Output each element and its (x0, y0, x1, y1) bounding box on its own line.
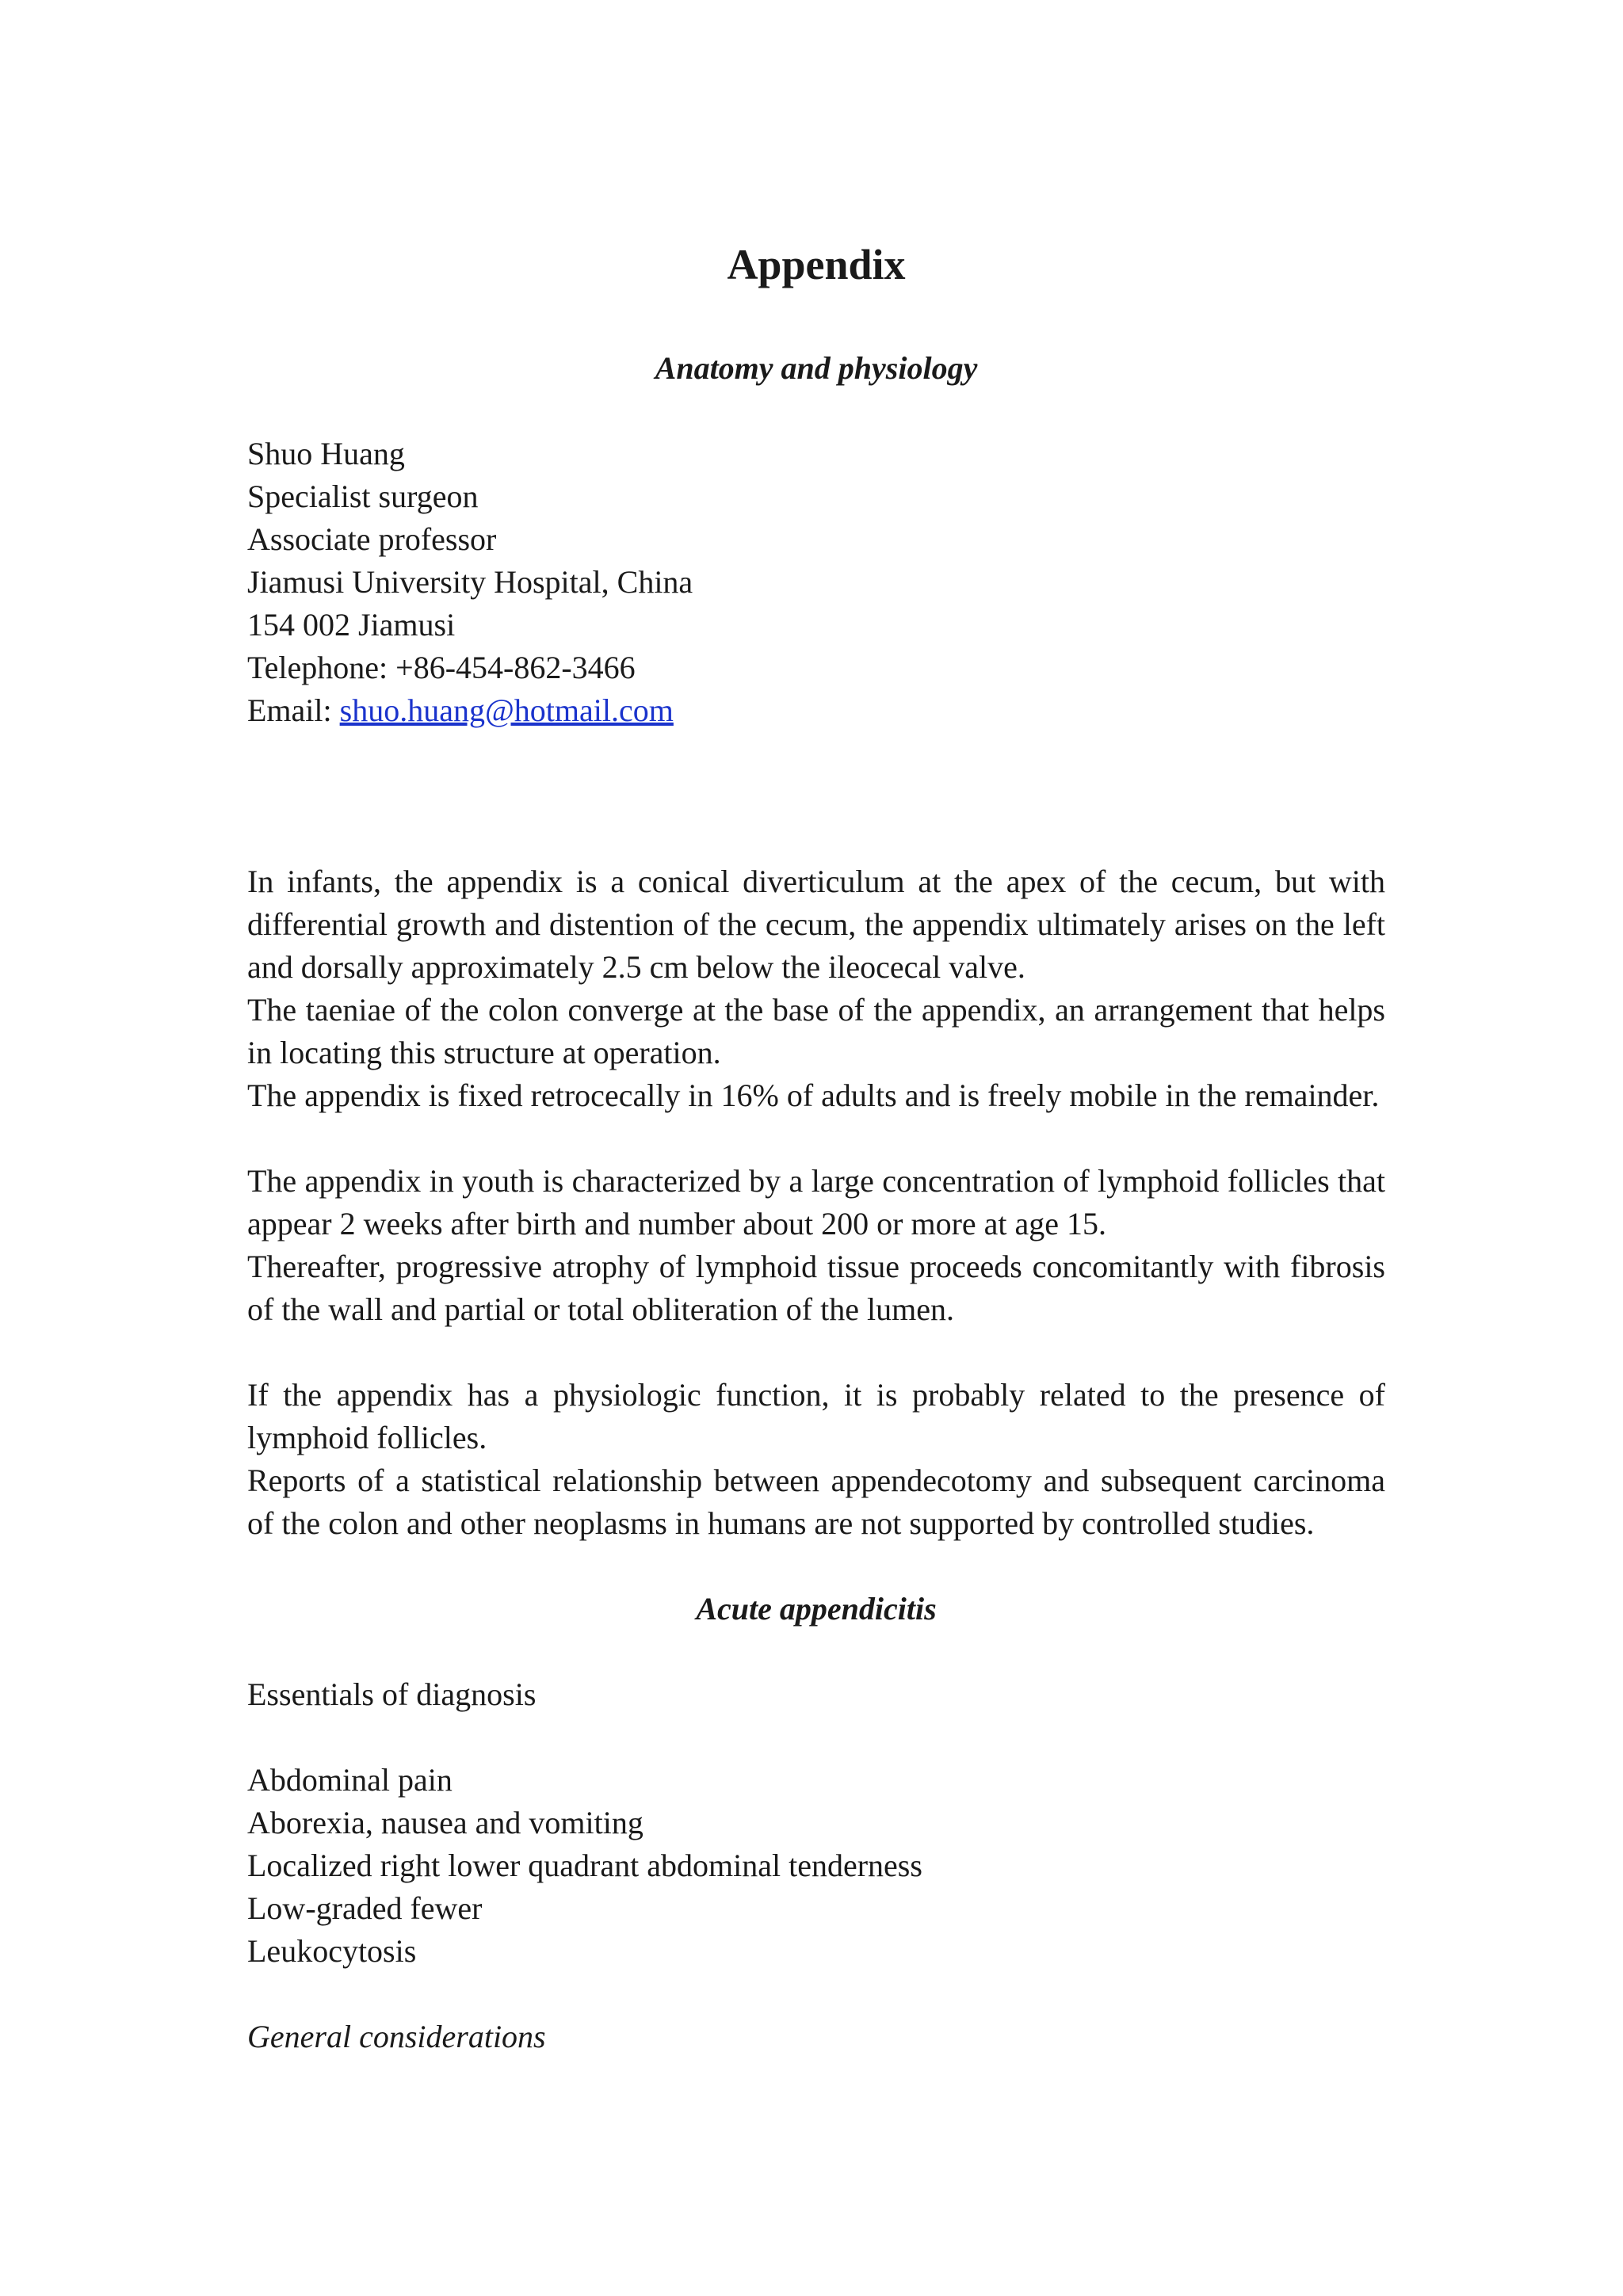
essentials-label: Essentials of diagnosis (247, 1676, 537, 1712)
list-item: Leukocytosis (247, 1933, 417, 1969)
email-label: Email: (247, 692, 340, 728)
section-heading-acute-appendicitis: Acute appendicitis (696, 1591, 937, 1627)
paragraph: The appendix is fixed retrocecally in 16% of adults and is freely mobile in the remainder. (247, 1077, 1380, 1113)
list-item: Low-graded fewer (247, 1890, 483, 1926)
document-title: Appendix (727, 241, 906, 288)
author-email-line (247, 689, 1385, 732)
author-name: Shuo Huang (247, 436, 405, 471)
spacer (247, 1545, 1385, 1588)
author-role-professor: Associate professor (247, 521, 497, 557)
list-item: Abdominal pain (247, 1762, 453, 1798)
list-item: Aborexia, nausea and vomiting (247, 1805, 643, 1840)
general-considerations-heading: General considerations (247, 2019, 546, 2054)
paragraph: The appendix in youth is characterized by a large concentration of lymphoid follicles that appear 2 weeks after birth and number about 200 or more at age 15. (247, 1163, 1385, 1241)
spacer (247, 1117, 1385, 1160)
author-affiliation: Jiamusi University Hospital, China (247, 564, 693, 600)
paragraph: The taeniae of the colon converge at the base of the appendix, an arrangement that helps in locating this structure at operation. (247, 992, 1385, 1070)
author-telephone: Telephone: +86-454-862-3466 (247, 650, 636, 685)
paragraph: Thereafter, progressive atrophy of lymphoid tissue proceeds concomitantly with fibrosis of the wall and partial or total obliteration of the lumen. (247, 1249, 1385, 1327)
spacer (247, 1331, 1385, 1374)
email-link[interactable]: shuo.huang@hotmail.com (339, 692, 674, 728)
document-body (247, 230, 1385, 2058)
paragraph: Reports of a statistical relationship between appendecotomy and subsequent carcinoma of the colon and other neoplasms in humans are not supported by controlled studies. (247, 1463, 1385, 1541)
spacer (247, 1973, 1385, 2016)
paragraph: In infants, the appendix is a conical diverticulum at the apex of the cecum, but with differential growth and distention of the cecum, the appendix ultimately arises on the left and dorsally approximately 2.5 cm below the ileocecal valve. (247, 864, 1385, 985)
author-info (247, 433, 1385, 732)
paragraph: If the appendix has a physiologic function, it is probably related to the presence of lymphoid follicles. (247, 1377, 1385, 1455)
list-item: Localized right lower quadrant abdominal tenderness (247, 1848, 922, 1883)
section-subtitle-anatomy: Anatomy and physiology (655, 350, 978, 386)
author-role-surgeon: Specialist surgeon (247, 479, 479, 514)
author-postal: 154 002 Jiamusi (247, 607, 456, 643)
spacer (247, 1716, 1385, 1759)
